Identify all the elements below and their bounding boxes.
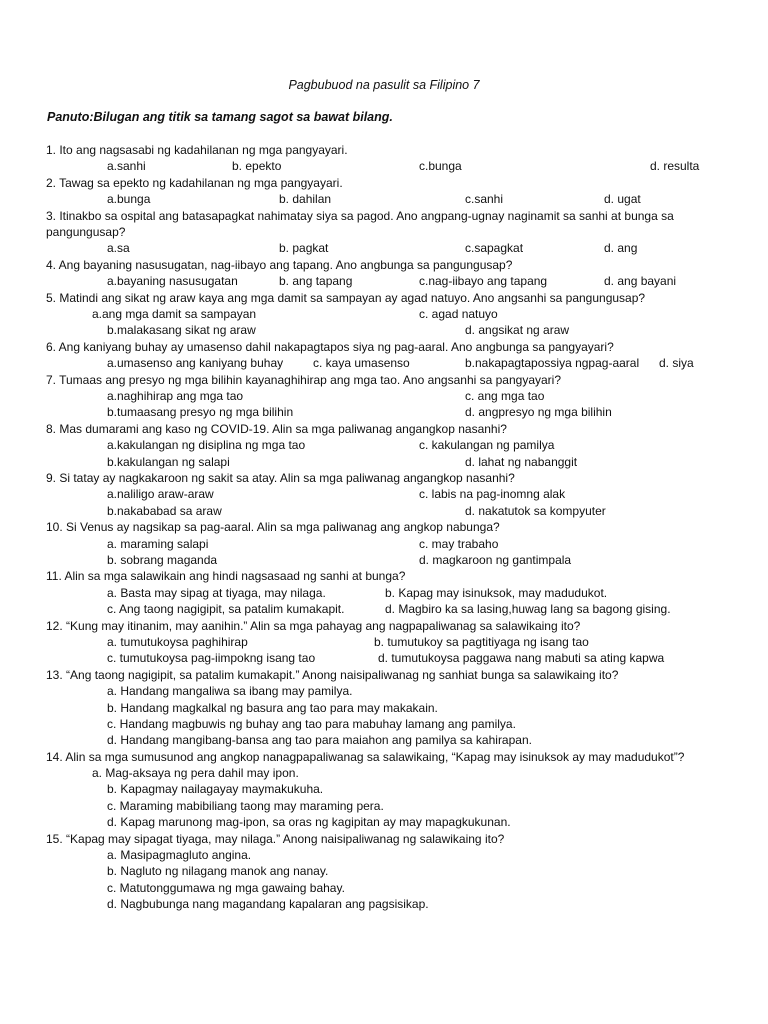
option-d[interactable]: d. siya (659, 356, 694, 371)
option-c[interactable]: c.sapagkat (465, 241, 524, 256)
option-b[interactable]: b.tumaasang presyo ng mga bilihin (107, 405, 294, 420)
option-a[interactable]: a.ang mga damit sa sampayan (92, 307, 257, 321)
option-a[interactable]: a.bayaning nasusugatan (107, 274, 238, 289)
options-row (46, 273, 736, 289)
option-b[interactable]: b. dahilan (279, 192, 332, 207)
question-list (46, 142, 736, 913)
option-a[interactable]: a. maraming salapi (107, 536, 209, 551)
option-a[interactable]: a.bunga (107, 192, 151, 207)
options-row (46, 585, 736, 601)
option-a[interactable]: a.sa (107, 241, 130, 256)
question-7 (46, 372, 736, 421)
option-b[interactable]: b.nakapagtapossiya ngpag-aaral (465, 356, 640, 371)
option-c[interactable]: c. Matutonggumawa ng mga gawaing bahay. (107, 880, 345, 895)
question-text: 15. “Kapag may sipagat tiyaga, may nilaga.” Anong naisipaliwanag ng salawikaing ito? (46, 831, 505, 846)
option-b[interactable]: b.kakulangan ng salapi (107, 454, 230, 469)
option-c[interactable]: c. may trabaho (419, 536, 499, 551)
options-row (46, 552, 736, 568)
option-d[interactable]: d. angsikat ng araw (465, 323, 570, 338)
option-c[interactable]: c. labis na pag-inomng alak (419, 487, 566, 502)
options-row (46, 486, 736, 502)
options-row (46, 388, 736, 404)
options-row (46, 306, 736, 322)
question-4 (46, 257, 736, 290)
question-8 (46, 421, 736, 470)
options-row (46, 158, 736, 174)
options-row (46, 650, 736, 666)
option-c[interactable]: c. ang mga tao (465, 388, 545, 403)
document-title: Pagbubuod na pasulit sa Filipino 7 (288, 78, 480, 92)
option-a[interactable]: a. Masipagmagluto angina. (107, 848, 252, 863)
options-row (46, 634, 736, 650)
option-b[interactable]: b. epekto (232, 159, 282, 174)
option-b[interactable]: b.malakasang sikat ng araw (107, 323, 256, 338)
option-d[interactable]: d. tumutukoysa paggawa nang mabuti sa ating kapwa (378, 651, 665, 666)
question-text: 1. Ito ang nagsasabi ng kadahilanan ng mga pangyayari. (46, 143, 348, 157)
option-a[interactable]: a.umasenso ang kaniyang buhay (107, 356, 284, 371)
question-text: 3. Itinakbo sa ospital ang batasapagkat nahimatay siya sa pagod. Ano angpang-ugnay naginamit sa sanhi at bunga sa pangungusap? (46, 208, 674, 239)
option-c[interactable]: c. agad natuyo (419, 307, 498, 321)
option-c[interactable]: c. Handang magbuwis ng buhay ang tao para mabuhay lamang ang pamilya. (107, 716, 516, 731)
question-9 (46, 470, 736, 519)
question-10 (46, 519, 736, 568)
option-d[interactable]: d. Magbiro ka sa lasing,huwag lang sa bagong gising. (385, 602, 671, 617)
option-c[interactable]: c. Ang taong nagigipit, sa patalim kumakapit. (107, 602, 345, 617)
option-d[interactable]: d. lahat ng nabanggit (465, 454, 578, 469)
options-row (46, 404, 736, 420)
option-d[interactable]: d. nakatutok sa kompyuter (465, 503, 606, 518)
question-text: 9. Si tatay ay nagkakaroon ng sakit sa atay. Alin sa mga paliwanag angangkop nasanhi? (46, 470, 515, 485)
question-text: 12. “Kung may itinanim, may aanihin.” Alin sa mga pahayag ang nagpapaliwanag sa salawikaing ito? (46, 618, 581, 633)
question-3 (46, 208, 736, 257)
options-row (46, 191, 736, 207)
question-12 (46, 618, 736, 667)
question-text: 11. Alin sa mga salawikain ang hindi nagsasaad ng sanhi at bunga? (46, 569, 406, 584)
options-row (46, 454, 736, 470)
option-a[interactable]: a.naliligo araw-araw (107, 487, 214, 502)
question-15 (46, 831, 736, 913)
question-13 (46, 667, 736, 749)
option-c[interactable]: c. kakulangan ng pamilya (419, 438, 555, 453)
options-row (46, 503, 736, 519)
option-d[interactable]: d. ang (604, 241, 638, 256)
option-b[interactable]: b. pagkat (279, 241, 329, 256)
options-row (46, 536, 736, 552)
question-text: 10. Si Venus ay nagsikap sa pag-aaral. Alin sa mga paliwanag ang angkop nabunga? (46, 520, 500, 535)
question-text: 2. Tawag sa epekto ng kadahilanan ng mga pangyayari. (46, 175, 343, 190)
option-b[interactable]: b. Kapagmay nailagayay maymakukuha. (107, 782, 324, 797)
option-c[interactable]: c.sanhi (465, 192, 504, 207)
instructions: Panuto:Bilugan ang titik sa tamang sagot sa bawat bilang. (47, 110, 393, 124)
options-row (46, 240, 736, 256)
option-a[interactable]: a. Handang mangaliwa sa ibang may pamilya. (107, 684, 353, 699)
option-c[interactable]: c. Maraming mabibiliang taong may maraming pera. (107, 798, 384, 813)
question-5 (46, 290, 736, 339)
question-text: 6. Ang kaniyang buhay ay umasenso dahil nakapagtapos siya ng pag-aaral. Ano angbunga sa pangyayari? (46, 339, 614, 354)
option-d[interactable]: d. ugat (604, 192, 641, 207)
question-11 (46, 568, 736, 617)
option-a[interactable]: a. tumutukoysa paghihirap (107, 634, 248, 649)
option-d[interactable]: d. magkaroon ng gantimpala (419, 552, 572, 567)
question-14 (46, 749, 736, 831)
option-b[interactable]: b. ang tapang (279, 274, 353, 289)
option-b[interactable]: b. Handang magkalkal ng basura ang tao para may makakain. (107, 700, 438, 715)
option-d[interactable]: d. Kapag marunong mag-ipon, sa oras ng kagipitan ay may mapagkukunan. (107, 815, 511, 830)
option-b[interactable]: b. sobrang maganda (107, 552, 218, 567)
question-text: 14. Alin sa mga sumusunod ang angkop nanagpapaliwanag sa salawikaing, “Kapag may isinuksok ay may madudukot”? (46, 749, 685, 764)
option-d[interactable]: d. angpresyo ng mga bilihin (465, 405, 612, 420)
option-a[interactable]: a.naghihirap ang mga tao (107, 388, 244, 403)
question-text: 7. Tumaas ang presyo ng mga bilihin kayanaghihirap ang mga tao. Ano angsanhi sa pangyayari? (46, 372, 562, 387)
options-row (46, 355, 736, 371)
option-d[interactable]: d. resulta (650, 159, 700, 174)
question-text: 13. “Ang taong nagigipit, sa patalim kumakapit.” Anong naisipaliwanag ng sanhiat bunga sa salawikaing ito? (46, 667, 619, 682)
option-c[interactable]: c.nag-iibayo ang tapang (419, 274, 548, 289)
question-text: 4. Ang bayaning nasusugatan, nag-iibayo ang tapang. Ano angbunga sa pangungusap? (46, 257, 513, 272)
question-6 (46, 339, 736, 372)
options-row (46, 601, 736, 617)
question-2 (46, 175, 736, 208)
option-d[interactable]: d. Handang mangibang-bansa ang tao para maiahon ang pamilya sa kahirapan. (107, 733, 532, 748)
question-text: 5. Matindi ang sikat ng araw kaya ang mga damit sa sampayan ay agad natuyo. Ano angsanhi sa pangungusap? (46, 290, 646, 305)
option-a[interactable]: a. Mag-aksaya ng pera dahil may ipon. (92, 766, 299, 781)
options-row (46, 322, 736, 338)
option-d[interactable]: d. Nagbubunga nang magandang kapalaran ang pagsisikap. (107, 897, 429, 912)
option-a[interactable]: a.sanhi (107, 159, 146, 174)
option-a[interactable]: a. Basta may sipag at tiyaga, may nilaga. (107, 585, 326, 600)
option-b[interactable]: b.nakababad sa araw (107, 503, 222, 518)
option-b[interactable]: b. tumutukoy sa pagtitiyaga ng isang tao (374, 634, 589, 649)
option-d[interactable]: d. ang bayani (604, 274, 677, 289)
option-b[interactable]: b. Nagluto ng nilagang manok ang nanay. (107, 864, 329, 879)
options-row (46, 437, 736, 453)
question-text: 8. Mas dumarami ang kaso ng COVID-19. Alin sa mga paliwanag angangkop nasanhi? (46, 421, 507, 436)
option-c[interactable]: c.bunga (419, 159, 462, 174)
option-a[interactable]: a.kakulangan ng disiplina ng mga tao (107, 438, 306, 453)
option-c[interactable]: c. tumutukoysa pag-iimpokng isang tao (107, 651, 316, 666)
question-1 (46, 142, 736, 175)
option-c[interactable]: c. kaya umasenso (313, 356, 410, 371)
option-b[interactable]: b. Kapag may isinuksok, may madudukot. (385, 585, 608, 600)
